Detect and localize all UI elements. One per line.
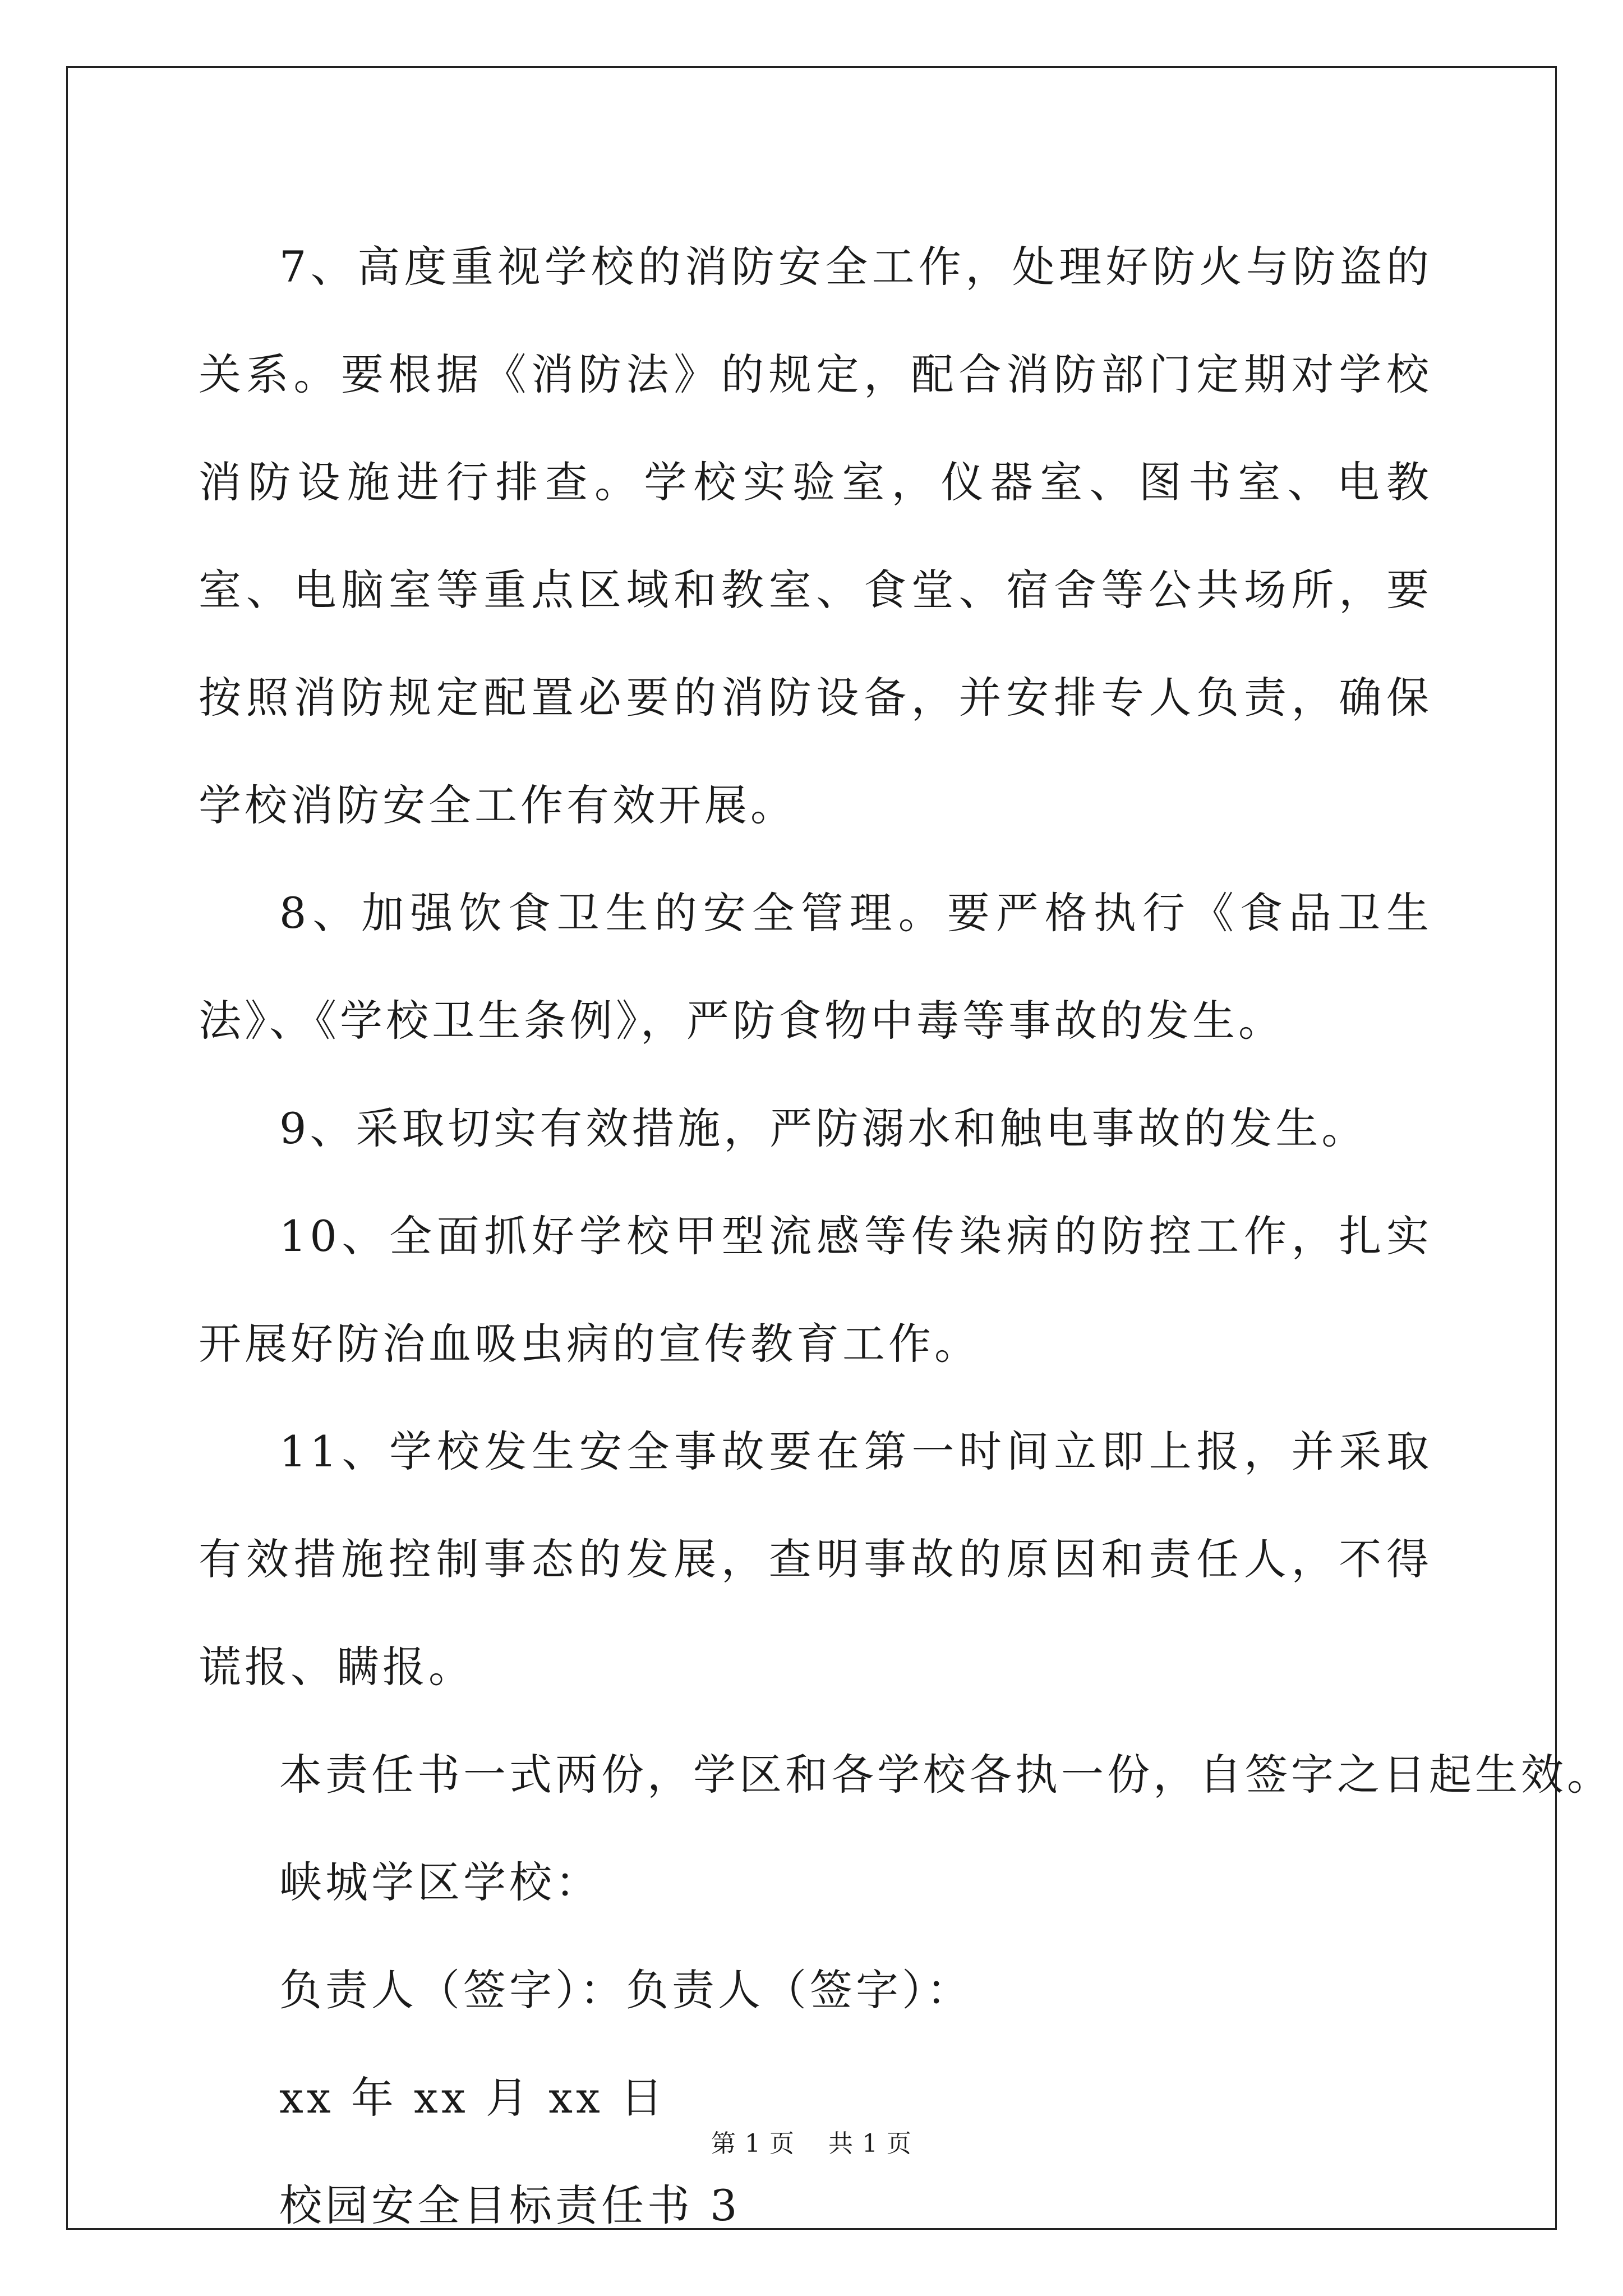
document-body (199, 213, 1613, 2260)
paragraph-validity: 本责任书一式两份，学区和各学校各执一份，自签字之日起生效。 (279, 1750, 1613, 1800)
paragraph-disease-control: 10、全面抓好学校甲型流感等传染病的防控工作，扎实开展好防治血吸虫病的宣传教育工作。 (199, 1211, 1432, 1369)
next-section-title: 校园安全目标责任书 3 (279, 2180, 741, 2230)
paragraph-fire-safety: 7、高度重视学校的消防安全工作，处理好防火与防盗的关系。要根据《消防法》的规定，配合消防部门定期对学校消防设施进行排查。学校实验室，仪器室、图书室、电教室、电脑室等重点区域和教室、食堂、宿舍等公共场所，要按照消防规定配置必要的消防设备，并安排专人负责，确保学校消防安全工作有效开展。 (199, 242, 1432, 830)
paragraph-accident-report: 11、学校发生安全事故要在第一时间立即上报，并采取有效措施控制事态的发展，查明事故的原因和责任人，不得谎报、瞒报。 (199, 1427, 1432, 1692)
date-line: xx 年 xx 月 xx 日 (279, 2073, 666, 2123)
page-number-footer: 第 1 页 共 1 页 (711, 2129, 912, 2158)
paragraph-drowning-electric: 9、采取切实有效措施，严防溺水和触电事故的发生。 (279, 1103, 1368, 1153)
signature-line: 负责人（签字）：负责人（签字）： (279, 1965, 972, 2015)
school-line: 峡城学区学校： (279, 1857, 601, 1907)
paragraph-food-safety: 8、加强饮食卫生的安全管理。要严格执行《食品卫生法》、《学校卫生条例》，严防食物中毒等事故的发生。 (199, 888, 1432, 1046)
